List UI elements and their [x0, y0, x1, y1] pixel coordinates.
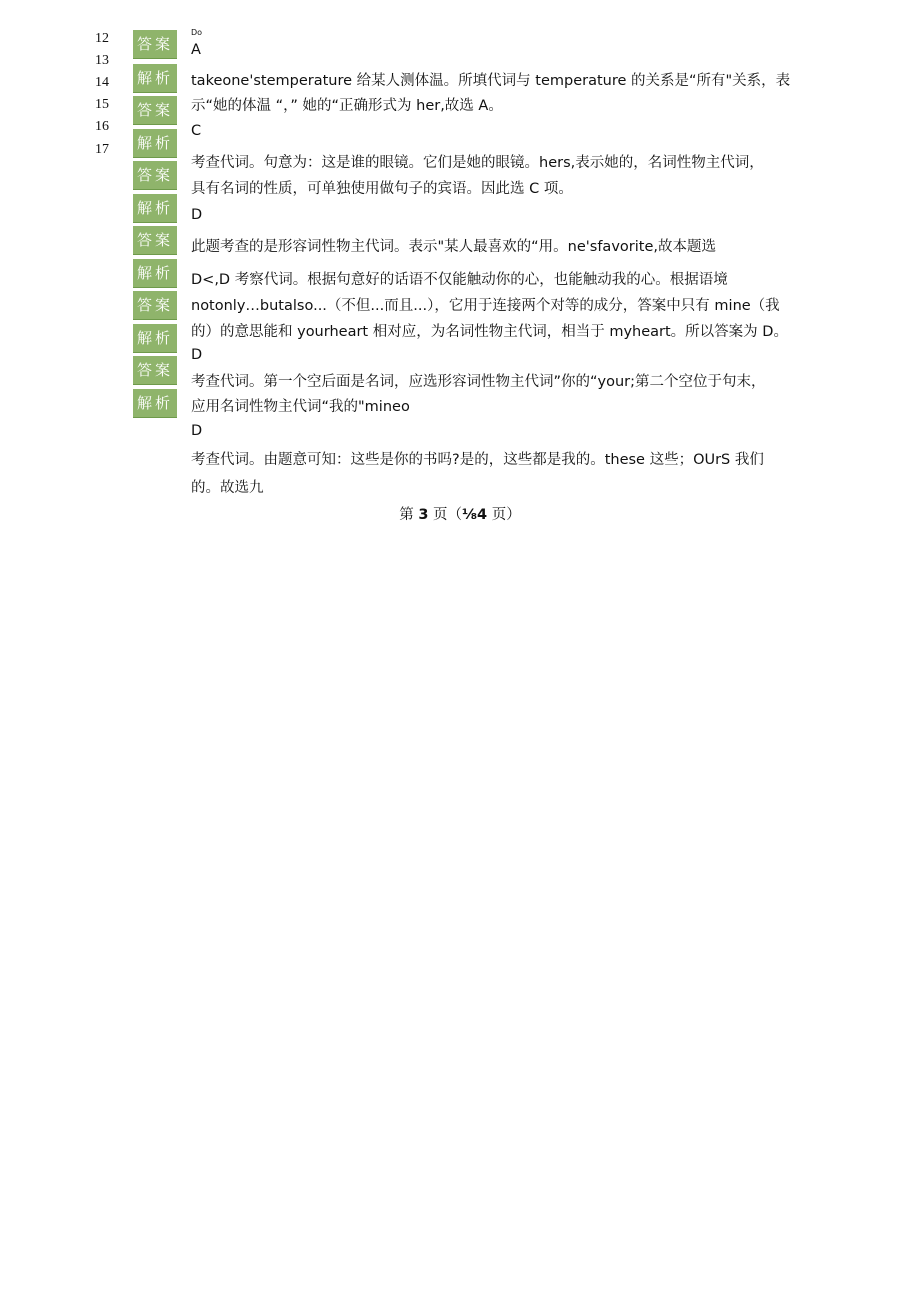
answer-tag: 答案 — [133, 96, 177, 125]
analysis-tag: 解析 — [133, 324, 177, 353]
question-number-12: 12 — [95, 31, 109, 46]
footer-prefix: 第 — [399, 507, 414, 523]
question-number-14: 14 — [95, 75, 109, 90]
answer-tag: 答案 — [133, 226, 177, 255]
analysis-text: takeone'stemperature 给某人测体温。所填代词与 temperature 的关系是“所有"关系，表 — [191, 73, 791, 89]
analysis-tag: 解析 — [133, 389, 177, 418]
analysis-text: 考查代词。句意为：这是谁的眼镜。它们是她的眼镜。hers,表示她的，名词性物主代词， — [191, 155, 764, 171]
answer-tag: 答案 — [133, 291, 177, 320]
answer-tag-column — [133, 24, 177, 416]
analysis-text: 具有名词的性质，可单独使用做句子的宾语。因此选 C 项。 — [191, 181, 573, 197]
question-number-17: 17 — [95, 142, 109, 157]
answer-text: A — [191, 42, 201, 58]
analysis-tag: 解析 — [133, 259, 177, 288]
analysis-text: notonly…butalso...（不但...而且...），它用于连接两个对等的成分，答案中只有 mine（我 — [191, 298, 780, 314]
answer-text: D — [191, 207, 203, 223]
analysis-text: 考查代词。由题意可知：这些是你的书吗?是的，这些都是我的。these 这些；OUrS 我们 — [191, 452, 764, 468]
question-number-13: 13 — [95, 53, 109, 68]
analysis-text: 的。故选九 — [191, 480, 264, 496]
answer-tag: 答案 — [133, 161, 177, 190]
analysis-text: 的）的意思能和 yourheart 相对应，为名词性物主代词，相当于 myheart。所以答案为 D。 — [191, 324, 788, 340]
answer-text: D — [191, 423, 203, 439]
total-page-number: ⅛4 — [462, 507, 488, 523]
current-page-number: 3 — [418, 507, 429, 523]
answer-tag: 答案 — [133, 30, 177, 59]
text-line: Do — [191, 28, 203, 37]
analysis-tag: 解析 — [133, 194, 177, 223]
answer-text: D<,D 考察代词。根据句意好的话语不仅能触动你的心，也能触动我的心。根据语境 — [191, 272, 728, 288]
analysis-text: 考查代词。第一个空后面是名词，应选形容词性物主代词”你的“your;第二个空位于句末， — [191, 374, 766, 390]
analysis-text: 此题考查的是形容词性物主代词。表示"某人最喜欢的“用。ne'sfavorite,故本题选 — [191, 239, 716, 255]
analysis-text: 示“她的体温 “，” 她的“正确形式为 her,故选 A。 — [191, 98, 503, 114]
question-number-15: 15 — [95, 97, 109, 112]
answer-text: D — [191, 347, 203, 363]
page-footer — [0, 505, 920, 525]
footer-middle: 页（ — [433, 507, 463, 523]
question-number-16: 16 — [95, 119, 109, 134]
analysis-tag: 解析 — [133, 129, 177, 158]
answer-text: C — [191, 123, 202, 139]
answer-tag: 答案 — [133, 356, 177, 385]
footer-suffix: 页） — [491, 507, 521, 523]
analysis-tag: 解析 — [133, 64, 177, 93]
analysis-text: 应用名词性物主代词“我的"mineo — [191, 399, 410, 415]
